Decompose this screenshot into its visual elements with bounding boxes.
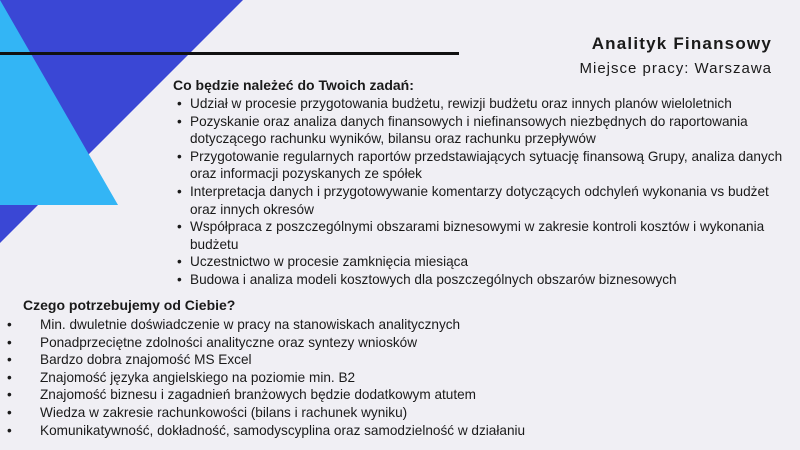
list-item: • Pozyskanie oraz analiza danych finansowych i niefinansowych niezbędnych do raportowania dotyczącego rachunku wyników, bilansu oraz rachunku przepływów (190, 113, 790, 148)
job-location: Miejsce pracy: Warszawa (579, 60, 772, 77)
job-title: Analityk Finansowy (591, 34, 772, 53)
list-item: • Znajomość biznesu i zagadnień branżowych będzie dodatkowym atutem (40, 386, 740, 404)
list-item: • Udział w procesie przygotowania budżetu, rewizji budżetu oraz innych planów wieloletnich (190, 95, 790, 113)
list-item: • Komunikatywność, dokładność, samodyscyplina oraz samodzielność w działaniu (40, 422, 740, 440)
list-item: • Ponadprzeciętne zdolności analityczne oraz syntezy wniosków (40, 334, 740, 352)
list-item: • Bardzo dobra znajomość MS Excel (40, 351, 740, 369)
list-item: • Znajomość języka angielskiego na poziomie min. B2 (40, 369, 740, 387)
list-item: • Interpretacja danych i przygotowywanie komentarzy dotyczących odchyleń wykonania vs budżet oraz innych okresów (190, 183, 790, 218)
list-item: • Współpraca z poszczególnymi obszarami biznesowymi w zakresie kontroli kosztów i wykonania budżetu (190, 218, 790, 253)
list-item: • Wiedza w zakresie rachunkowości (bilans i rachunek wyniku) (40, 404, 740, 422)
divider-line (0, 52, 459, 55)
list-item: • Przygotowanie regularnych raportów przedstawiających sytuację finansową Grupy, analiza danych oraz informacji pozyskanych ze spółek (190, 148, 790, 183)
duties-list (190, 95, 790, 289)
list-item: • Budowa i analiza modeli kosztowych dla poszczególnych obszarów biznesowych (190, 271, 790, 289)
duties-heading: Co będzie należeć do Twoich zadań: (173, 77, 414, 93)
list-item: • Uczestnictwo w procesie zamknięcia miesiąca (190, 253, 790, 271)
requirements-heading: Czego potrzebujemy od Ciebie? (23, 297, 236, 313)
requirements-list (40, 316, 740, 439)
list-item: • Min. dwuletnie doświadczenie w pracy na stanowiskach analitycznych (40, 316, 740, 334)
